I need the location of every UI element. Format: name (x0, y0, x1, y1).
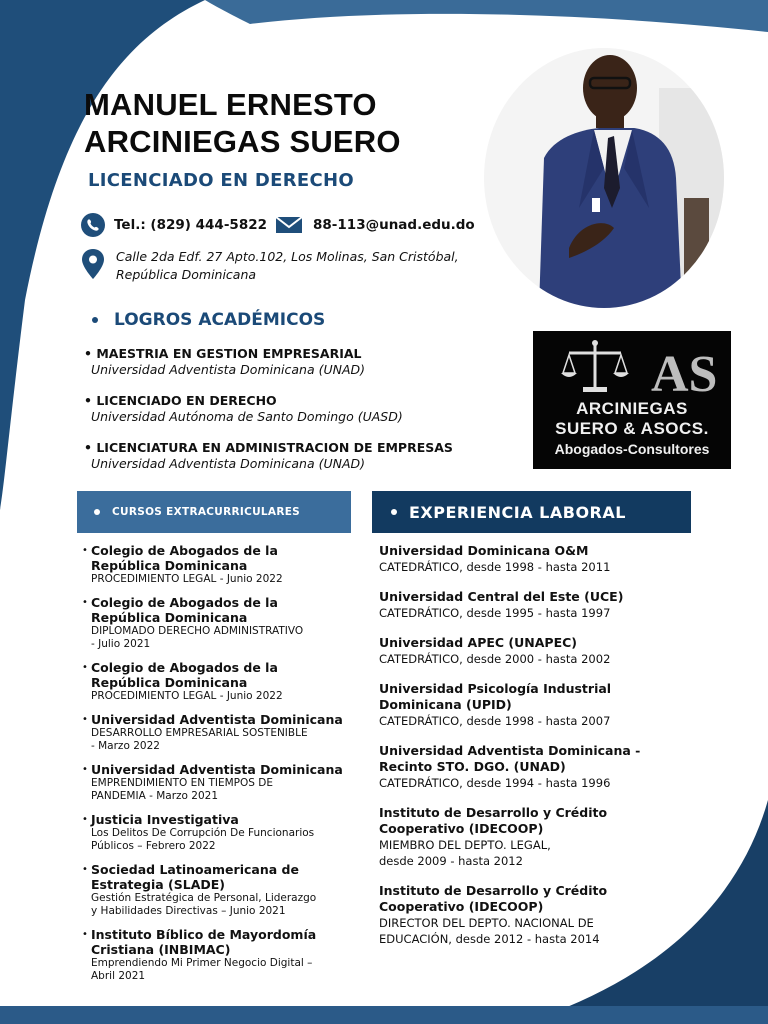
address-block (80, 248, 459, 284)
list-item (82, 762, 350, 803)
employer-name: Universidad Dominicana O&M (379, 543, 589, 558)
course-institution: • Universidad Adventista Dominicana (91, 712, 343, 727)
employer-name: Universidad Central del Este (UCE) (379, 589, 624, 604)
job-role: CATEDRÁTICO, desde 1994 - hasta 1996 (379, 776, 611, 790)
academic-list (84, 346, 524, 487)
list-item (379, 635, 679, 667)
location-pin-icon (80, 248, 106, 280)
experience-section-header (372, 491, 691, 533)
employer-name: Instituto de Desarrollo y Crédito Cooperativo (IDECOOP) (379, 805, 608, 836)
school-name: Universidad Autónoma de Santo Domingo (UASD) (91, 409, 403, 424)
course-detail: Gestión Estratégica de Personal, Liderazgo y Habilidades Directivas – Junio 2021 (91, 892, 317, 917)
list-item (379, 543, 679, 575)
logo-monogram: AS (651, 346, 718, 401)
experience-title-text: EXPERIENCIA LABORAL (409, 502, 626, 522)
course-institution: • Colegio de Abogados de la República Dominicana (91, 543, 278, 573)
bottom-band (0, 1006, 768, 1024)
employer-name: Universidad APEC (UNAPEC) (379, 635, 578, 650)
bullet-icon (94, 509, 100, 515)
list-item (84, 440, 524, 472)
list-item (82, 712, 350, 753)
employer-name: Instituto de Desarrollo y Crédito Cooperativo (IDECOOP) (379, 883, 608, 914)
course-institution: • Colegio de Abogados de la República Dominicana (91, 660, 278, 690)
employer-name: Universidad Psicología Industrial Dominicana (UPID) (379, 681, 612, 712)
contact-row (80, 212, 475, 238)
school-name: Universidad Adventista Dominicana (UNAD) (91, 362, 366, 377)
list-item (379, 883, 679, 947)
job-role: CATEDRÁTICO, desde 2000 - hasta 2002 (379, 652, 611, 666)
course-detail: PROCEDIMIENTO LEGAL - Junio 2022 (91, 573, 283, 585)
employer-name: Universidad Adventista Dominicana - Recinto STO. DGO. (UNAD) (379, 743, 641, 774)
profile-photo (484, 48, 724, 308)
courses-section-header (77, 491, 351, 533)
course-institution: • Justicia Investigativa (91, 812, 239, 827)
bullet-icon (391, 509, 397, 515)
list-item (84, 346, 524, 378)
address-text (116, 248, 459, 284)
name-line-1: MANUEL ERNESTO (84, 87, 377, 122)
experience-list (379, 543, 679, 961)
list-item (82, 862, 350, 918)
course-institution: • Universidad Adventista Dominicana (91, 762, 343, 777)
course-detail: DESARROLLO EMPRESARIAL SOSTENIBLE - Marzo 2022 (91, 727, 308, 752)
list-item (379, 805, 679, 869)
logo-text (533, 399, 731, 439)
degree-name: • LICENCIATURA EN ADMINISTRACION DE EMPRESAS (84, 440, 453, 455)
course-detail: Los Delitos De Corrupción De Funcionarios Públicos – Febrero 2022 (91, 827, 315, 852)
list-item (82, 927, 350, 983)
logo-line-1: ARCINIEGAS (576, 399, 688, 418)
logo-line-3: Abogados-Consultores (554, 441, 710, 457)
logo-line-2: SUERO & ASOCS. (555, 419, 709, 438)
course-detail: EMPRENDIMIENTO EN TIEMPOS DE PANDEMIA - Marzo 2021 (91, 777, 274, 802)
course-detail: PROCEDIMIENTO LEGAL - Junio 2022 (91, 690, 283, 702)
email-address[interactable]: 88-113@unad.edu.do (313, 217, 475, 233)
job-role: MIEMBRO DEL DEPTO. LEGAL, desde 2009 - hasta 2012 (379, 838, 551, 868)
school-name: Universidad Adventista Dominicana (UNAD) (91, 456, 366, 471)
address-line-2: República Dominicana (116, 267, 257, 282)
list-item (82, 595, 350, 651)
profession-title: LICENCIADO EN DERECHO (88, 170, 354, 191)
list-item (379, 743, 679, 791)
course-institution: • Colegio de Abogados de la República Dominicana (91, 595, 278, 625)
list-item (84, 393, 524, 425)
bullet-icon (92, 317, 98, 323)
courses-title-text: CURSOS EXTRACURRICULARES (112, 506, 301, 518)
name-line-2: ARCINIEGAS SUERO (84, 124, 401, 159)
job-role: CATEDRÁTICO, desde 1995 - hasta 1997 (379, 606, 611, 620)
firm-logo (533, 331, 731, 469)
list-item (379, 681, 679, 729)
scales-of-justice-icon (533, 331, 731, 401)
academic-section-title (92, 310, 325, 330)
academic-title-text: LOGROS ACADÉMICOS (114, 310, 326, 330)
list-item (82, 812, 350, 853)
course-detail: Emprendiendo Mi Primer Negocio Digital – Abril 2021 (91, 957, 313, 982)
list-item (379, 589, 679, 621)
full-name (84, 86, 401, 160)
job-role: DIRECTOR DEL DEPTO. NACIONAL DE EDUCACIÓN, desde 2012 - hasta 2014 (379, 916, 600, 946)
course-detail: DIPLOMADO DERECHO ADMINISTRATIVO - Julio 2021 (91, 625, 304, 650)
email-icon (275, 215, 303, 235)
course-institution: • Instituto Bíblico de Mayordomía Cristiana (INBIMAC) (91, 927, 317, 957)
course-institution: • Sociedad Latinoamericana de Estrategia (SLADE) (91, 862, 299, 892)
list-item (82, 543, 350, 586)
degree-name: • LICENCIADO EN DERECHO (84, 393, 277, 408)
courses-list (82, 543, 350, 992)
job-role: CATEDRÁTICO, desde 1998 - hasta 2011 (379, 560, 611, 574)
job-role: CATEDRÁTICO, desde 1998 - hasta 2007 (379, 714, 611, 728)
address-line-1: Calle 2da Edf. 27 Apto.102, Los Molinas, San Cristóbal, (116, 249, 459, 264)
list-item (82, 660, 350, 703)
degree-name: • MAESTRIA EN GESTION EMPRESARIAL (84, 346, 362, 361)
phone-number: Tel.: (829) 444-5822 (114, 217, 268, 233)
phone-icon (80, 212, 106, 238)
